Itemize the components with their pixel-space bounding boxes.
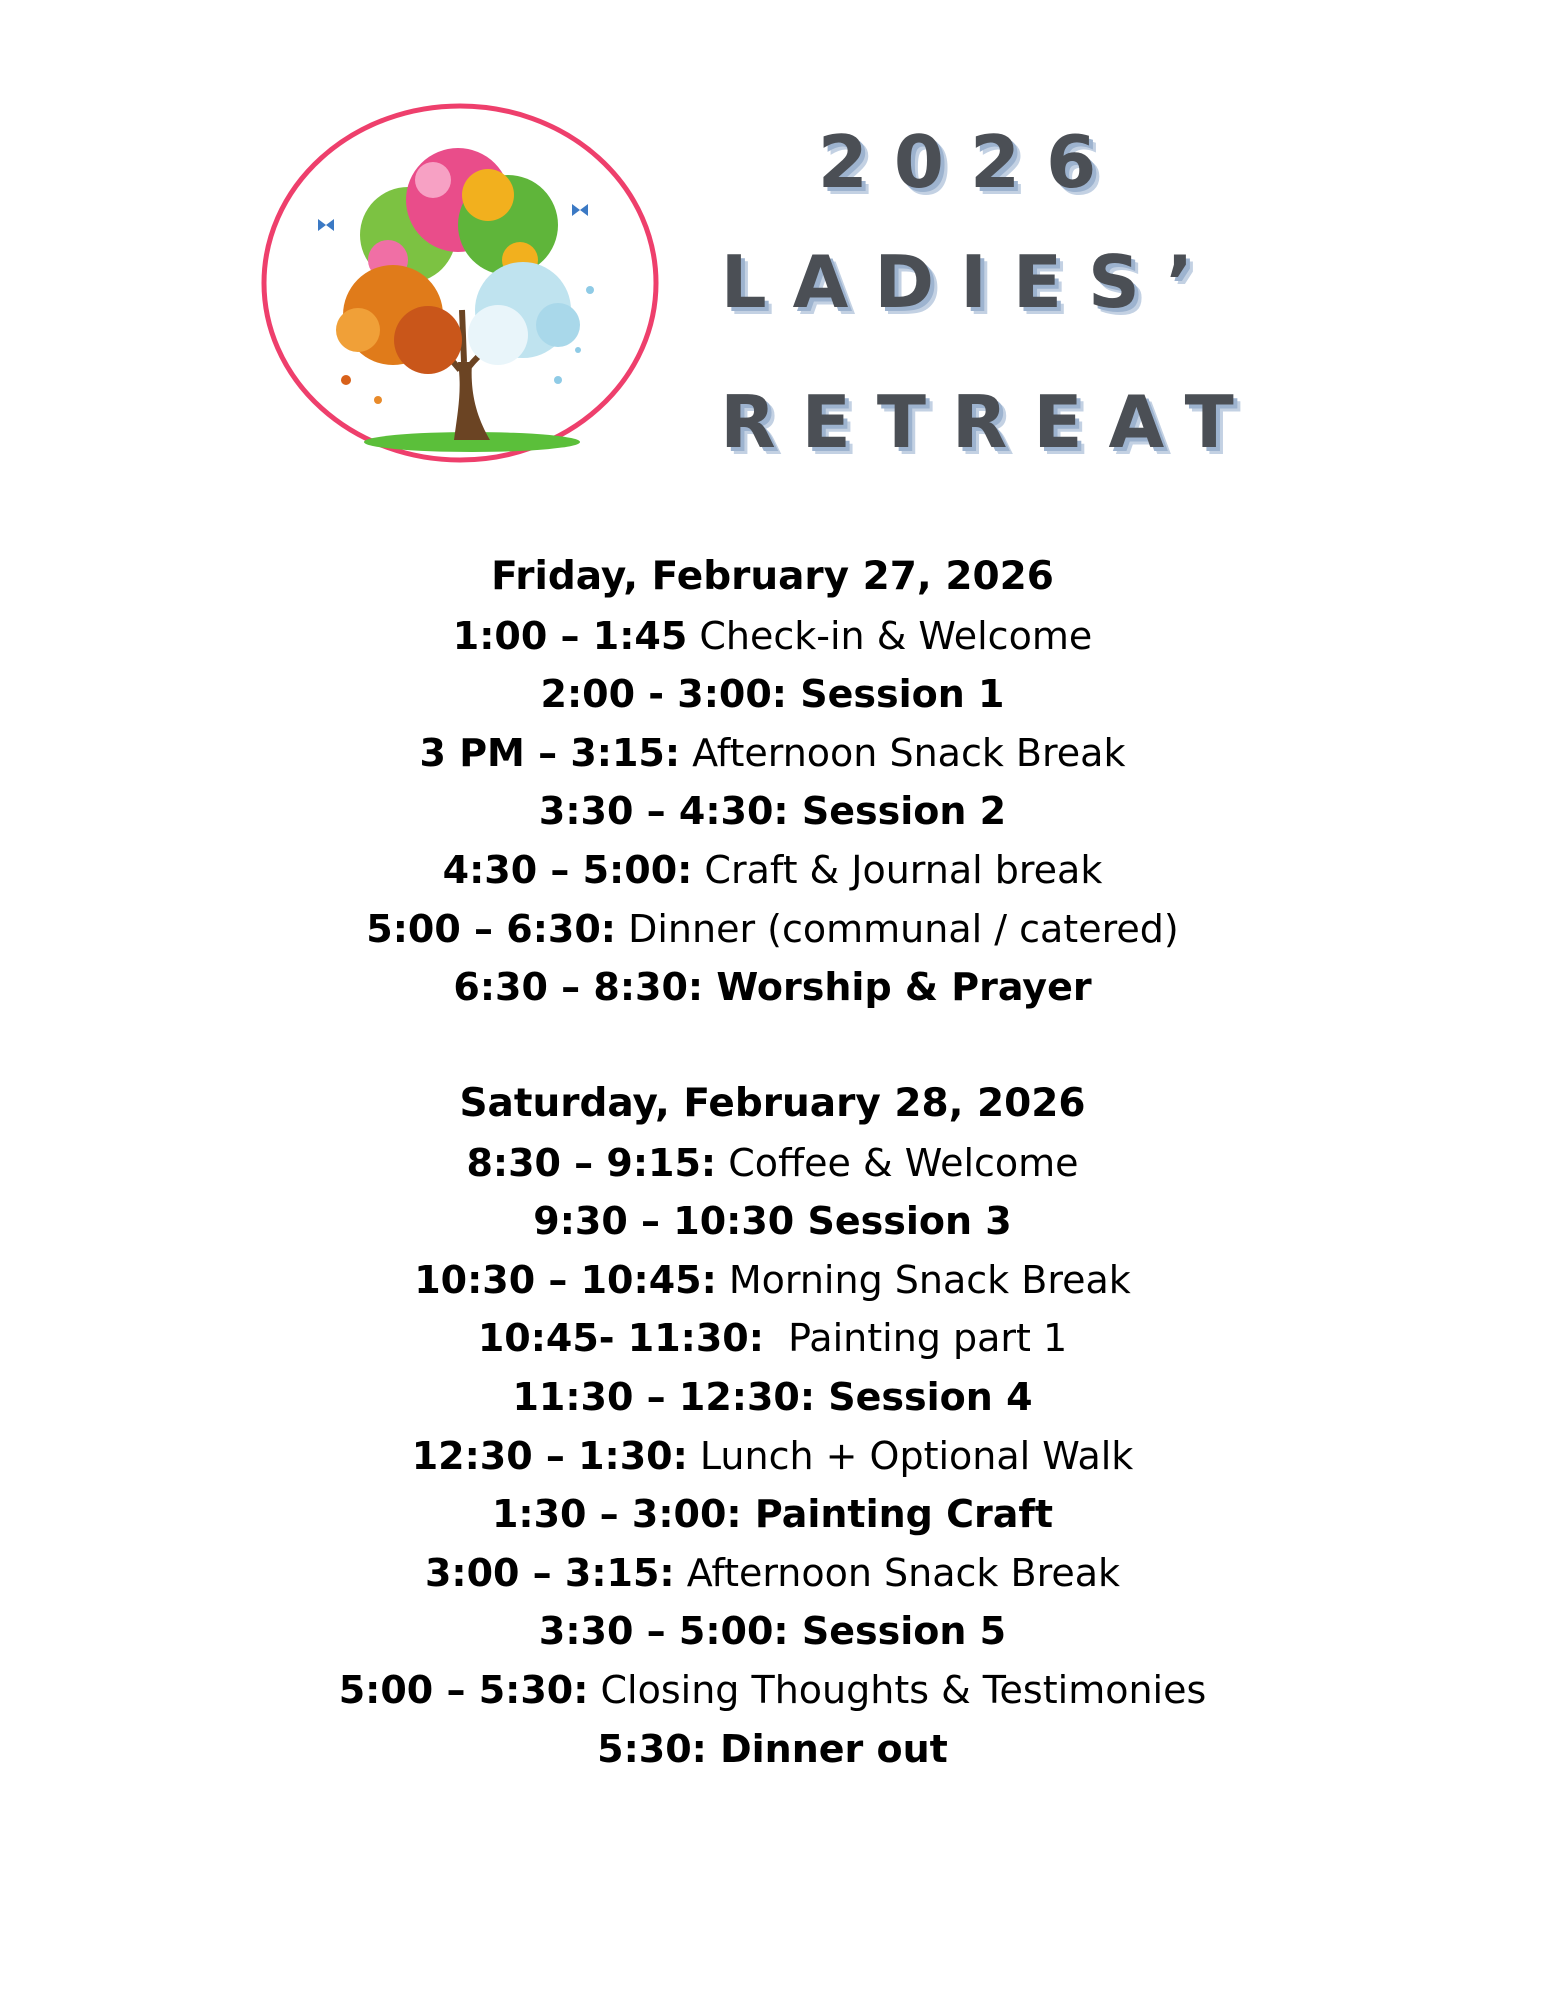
schedule-item (0, 900, 1545, 959)
schedule-item (0, 1661, 1545, 1720)
item-time: 2:00 - 3:00: (540, 672, 787, 717)
title-ladies: LADIES’ (720, 240, 1220, 324)
item-time: 5:30: (597, 1726, 707, 1771)
friday-schedule (0, 548, 1545, 1017)
item-time: 1:00 – 1:45 (452, 613, 688, 658)
schedule-item (0, 1427, 1545, 1486)
item-time: 1:30 – 3:00: (491, 1492, 742, 1537)
saturday-heading: Saturday, February 28, 2026 (459, 1081, 1086, 1126)
schedule-item (0, 1251, 1545, 1310)
item-activity: Morning Snack Break (716, 1257, 1131, 1302)
schedule-item (0, 665, 1545, 724)
four-seasons-tree-icon (258, 100, 662, 467)
item-activity: Painting part 1 (763, 1316, 1068, 1361)
title-year: 2026 (817, 120, 1123, 204)
schedule-item (0, 782, 1545, 841)
item-activity: Painting Craft (741, 1492, 1054, 1537)
item-activity: Dinner out (706, 1726, 948, 1771)
schedule-item (0, 1485, 1545, 1544)
schedule-item (0, 1309, 1545, 1368)
item-time: 3 PM – 3:15: (419, 730, 681, 775)
item-time: 3:30 – 5:00: (538, 1609, 789, 1654)
friday-heading: Friday, February 27, 2026 (491, 554, 1054, 599)
schedule-item (0, 1134, 1545, 1193)
item-activity: Dinner (communal / catered) (616, 906, 1179, 951)
item-time: 11:30 – 12:30: (512, 1374, 816, 1419)
item-activity: Craft & Journal break (692, 847, 1103, 892)
item-activity: Lunch + Optional Walk (687, 1433, 1134, 1478)
item-time: 10:30 – 10:45: (414, 1257, 717, 1302)
item-time: 3:30 – 4:30: (538, 789, 789, 834)
schedule-item (0, 958, 1545, 1017)
logo (258, 100, 662, 467)
item-time: 9:30 – 10:30 (533, 1199, 795, 1244)
item-time: 6:30 – 8:30: (453, 965, 704, 1010)
item-activity: Session 5 (788, 1609, 1007, 1654)
item-activity: Afternoon Snack Break (674, 1550, 1121, 1595)
item-activity: Worship & Prayer (703, 965, 1092, 1010)
item-time: 5:00 – 6:30: (366, 906, 616, 951)
saturday-schedule (0, 1075, 1545, 1778)
schedule-item (0, 1368, 1545, 1427)
schedule-item (0, 1544, 1545, 1603)
item-time: 3:00 – 3:15: (424, 1550, 675, 1595)
item-activity: Coffee & Welcome (716, 1140, 1079, 1185)
item-activity: Session 4 (815, 1374, 1033, 1419)
schedule-item (0, 724, 1545, 783)
title-retreat: RETREAT (720, 380, 1260, 464)
schedule-item (0, 1192, 1545, 1251)
item-time: 5:00 – 5:30: (338, 1667, 589, 1712)
item-time: 8:30 – 9:15: (466, 1140, 717, 1185)
item-activity: Check-in & Welcome (687, 613, 1093, 658)
item-time: 4:30 – 5:00: (442, 847, 693, 892)
item-activity: Closing Thoughts & Testimonies (588, 1667, 1207, 1712)
item-activity: Session 2 (788, 789, 1007, 834)
schedule-item (0, 1720, 1545, 1779)
item-activity: Session 1 (787, 672, 1005, 717)
schedule-item (0, 841, 1545, 900)
item-activity: Session 3 (794, 1199, 1012, 1244)
item-activity: Afternoon Snack Break (680, 730, 1126, 775)
item-time: 12:30 – 1:30: (411, 1433, 688, 1478)
item-time: 10:45- 11:30: (477, 1316, 764, 1361)
schedule-item (0, 607, 1545, 666)
schedule-item (0, 1602, 1545, 1661)
